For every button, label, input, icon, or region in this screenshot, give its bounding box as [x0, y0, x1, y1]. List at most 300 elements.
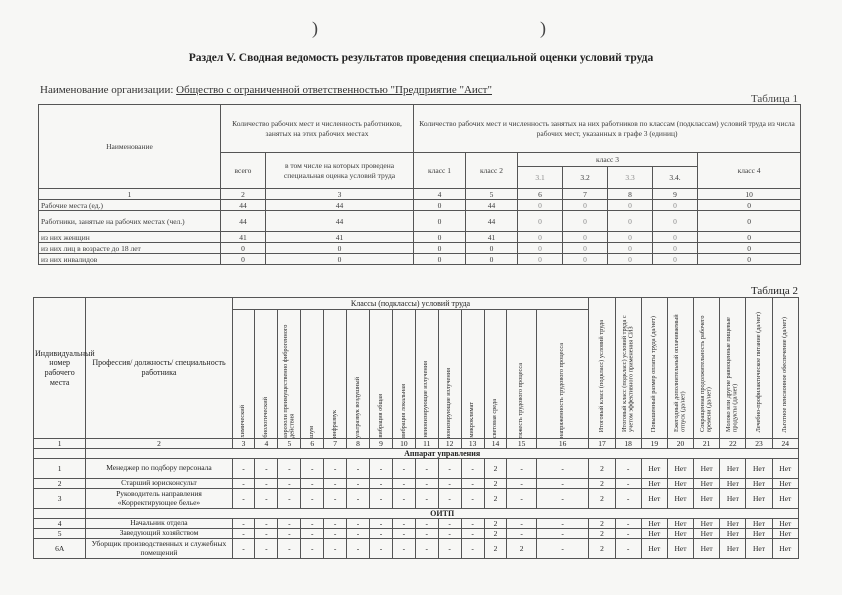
- t1-colnum: 6: [518, 189, 563, 200]
- t2-section-spacer: [34, 509, 86, 519]
- t1-cell: 0: [608, 243, 653, 254]
- t2-colnum: 3: [232, 439, 255, 449]
- t1-cell: 0: [221, 243, 266, 254]
- t2-cell: 2: [589, 459, 615, 479]
- t2-cell: 2: [484, 539, 507, 559]
- t2-header-summary-label: Итоговый класс (подкласс) условий труда с учетом эффективного применения СИЗ: [620, 315, 635, 432]
- t2-cell: 2: [589, 539, 615, 559]
- t2-cell: -: [370, 519, 393, 529]
- t2-cell: Нет: [641, 529, 667, 539]
- t2-colnum: 10: [392, 439, 415, 449]
- t2-cell: Нет: [772, 539, 798, 559]
- t2-colnum: 4: [255, 439, 278, 449]
- t2-colnum: 8: [347, 439, 370, 449]
- t2-cell: -: [370, 479, 393, 489]
- t2-cell: -: [438, 539, 461, 559]
- t2-cell: Нет: [667, 479, 693, 489]
- t1-cell: 44: [466, 200, 518, 211]
- t1-cell: 0: [518, 243, 563, 254]
- t2-cell: -: [324, 459, 347, 479]
- t2-cell: -: [255, 529, 278, 539]
- t2-row: [34, 519, 799, 529]
- t2-cell: -: [347, 539, 370, 559]
- t1-header-name: Наименование: [39, 105, 221, 189]
- t2-row: [34, 539, 799, 559]
- t2-cell: 2: [484, 529, 507, 539]
- t2-cell: -: [461, 529, 484, 539]
- t1-row-label: Рабочие места (ед.): [39, 200, 221, 211]
- t1-cell: 0: [608, 232, 653, 243]
- t2-section-label: Аппарат управления: [86, 449, 799, 459]
- t2-header-factor-wrap: [440, 310, 460, 438]
- t2-header-factor-label: ионизирующие излучения: [445, 367, 453, 438]
- t2-cell: -: [324, 519, 347, 529]
- t2-cell: -: [347, 479, 370, 489]
- t2-cell-profession: Заведующий хозяйством: [86, 529, 232, 539]
- t1-cell: 41: [466, 232, 518, 243]
- t1-row-label: Работники, занятые на рабочих местах (чел.): [39, 211, 221, 232]
- t2-cell: Нет: [694, 489, 720, 509]
- workplaces-table: [33, 297, 799, 559]
- t2-colnum: 12: [438, 439, 461, 449]
- t1-cell: 0: [414, 211, 466, 232]
- t2-header-factor-4: [324, 310, 347, 439]
- t2-cell: -: [301, 519, 324, 529]
- t2-cell: 2: [589, 479, 615, 489]
- t1-header-class2: класс 2: [466, 153, 518, 189]
- t1-header-class3: класс 3: [518, 153, 698, 167]
- t2-header-summary-4: [694, 298, 720, 439]
- t2-cell: Нет: [641, 519, 667, 529]
- t2-cell: -: [278, 479, 301, 489]
- t1-cell: 0: [266, 243, 414, 254]
- t1-cell: 44: [221, 200, 266, 211]
- t2-row: [34, 479, 799, 489]
- t1-cell: 0: [518, 200, 563, 211]
- t2-colnum: 6: [301, 439, 324, 449]
- t1-cell: 0: [563, 232, 608, 243]
- t2-colnum: 23: [746, 439, 772, 449]
- t2-cell: -: [324, 529, 347, 539]
- t2-header-id: Индивидуальный номер рабочего места: [34, 298, 86, 439]
- t2-cell: -: [370, 529, 393, 539]
- t2-cell: -: [438, 459, 461, 479]
- t2-header-factor-wrap: [538, 310, 588, 438]
- t1-cell: 0: [266, 254, 414, 265]
- t2-header-factor-11: [484, 310, 507, 439]
- t2-cell: -: [370, 459, 393, 479]
- t2-cell: -: [392, 459, 415, 479]
- t2-cell: -: [392, 519, 415, 529]
- t2-cell: -: [324, 539, 347, 559]
- t1-cell: 44: [466, 211, 518, 232]
- t2-cell: Нет: [772, 479, 798, 489]
- t2-cell: -: [536, 539, 589, 559]
- t2-cell: -: [255, 539, 278, 559]
- t1-cell: 0: [563, 200, 608, 211]
- t1-cell: 0: [414, 232, 466, 243]
- t2-cell: -: [324, 479, 347, 489]
- t2-cell: Нет: [667, 529, 693, 539]
- t2-cell: Нет: [772, 529, 798, 539]
- t2-cell: -: [507, 529, 536, 539]
- t1-cell: 0: [518, 254, 563, 265]
- t2-cell: Нет: [746, 519, 772, 529]
- t2-colnum: 7: [324, 439, 347, 449]
- t2-cell: -: [255, 459, 278, 479]
- t2-header-profession: Профессия/ должность/ специальность работника: [86, 298, 232, 439]
- t1-cell: 0: [466, 243, 518, 254]
- t2-cell: 2: [484, 459, 507, 479]
- t2-header-summary-label: Лечебно-профилактическое питание (да/нет): [754, 311, 762, 432]
- t2-header-factor-8: [415, 310, 438, 439]
- t2-header-factor-9: [438, 310, 461, 439]
- t2-cell: -: [255, 519, 278, 529]
- t2-cell: -: [461, 539, 484, 559]
- t1-cell: 0: [698, 243, 801, 254]
- t2-cell: -: [301, 489, 324, 509]
- t2-cell: Нет: [720, 459, 746, 479]
- t1-colnum: 2: [221, 189, 266, 200]
- t2-header-factor-label: ультразвук воздушный: [353, 376, 361, 438]
- t1-cell: 41: [221, 232, 266, 243]
- t2-cell: -: [347, 459, 370, 479]
- t2-header-summary-1: [615, 298, 641, 439]
- t2-cell: -: [507, 519, 536, 529]
- t2-colnum: 1: [34, 439, 86, 449]
- t1-header-sub-3-1: 3.1: [518, 167, 563, 189]
- t2-cell: -: [415, 489, 438, 509]
- t2-cell: -: [438, 479, 461, 489]
- t2-header-factor-wrap: [348, 310, 368, 438]
- t2-cell: -: [347, 529, 370, 539]
- t2-header-summary-label: Сокращенная продолжительность рабочего времени (да/нет): [699, 315, 713, 432]
- t2-header-classes-group: Классы (подклассы) условий труда: [232, 298, 589, 310]
- t2-cell: -: [536, 479, 589, 489]
- t1-colnum: 8: [608, 189, 653, 200]
- t1-row-label: из них лиц в возрасте до 18 лет: [39, 243, 221, 254]
- t2-header-factor-13: [536, 310, 589, 439]
- t2-cell: Нет: [667, 489, 693, 509]
- t2-cell: -: [461, 519, 484, 529]
- page-title: Раздел V. Сводная ведомость результатов проведения специальной оценки условий труда: [188, 52, 654, 64]
- t2-header-summary-7: [772, 298, 798, 439]
- t2-header-summary-0: [589, 298, 615, 439]
- t2-header-factor-wrap: [302, 310, 322, 438]
- t1-cell: 41: [266, 232, 414, 243]
- t2-header-summary-label: Повышенный размер оплаты труда (да/нет): [650, 315, 658, 432]
- t2-cell: -: [461, 479, 484, 489]
- t2-cell: -: [415, 479, 438, 489]
- t2-header-factor-wrap: [279, 310, 299, 438]
- t1-row: [39, 254, 801, 265]
- t2-cell-id: 1: [34, 459, 86, 479]
- t1-colnum: 4: [414, 189, 466, 200]
- t2-cell: Нет: [667, 539, 693, 559]
- t2-colnum: 11: [415, 439, 438, 449]
- t2-cell: -: [255, 479, 278, 489]
- t1-header-count-group: Количество рабочих мест и численность работников, занятых на этих рабочих местах: [221, 105, 414, 153]
- t1-cell: 0: [414, 200, 466, 211]
- t2-cell: Нет: [720, 529, 746, 539]
- t1-header-sub-3-2: 3.2: [563, 167, 608, 189]
- t2-cell: Нет: [720, 519, 746, 529]
- t2-header-factor-wrap: [394, 310, 414, 438]
- t2-cell: -: [278, 459, 301, 479]
- t2-cell-profession: Уборщик производственных и служебных помещений: [86, 539, 232, 559]
- t2-cell: Нет: [694, 459, 720, 479]
- t2-header-factor-label: химический: [239, 405, 247, 438]
- t2-cell: -: [536, 519, 589, 529]
- t2-cell: Нет: [694, 519, 720, 529]
- organization-label: Наименование организации:: [40, 84, 177, 96]
- table2-caption: Таблица 2: [750, 285, 798, 297]
- t2-cell: -: [347, 489, 370, 509]
- t2-cell: -: [536, 459, 589, 479]
- t2-cell: -: [370, 539, 393, 559]
- t2-cell: -: [255, 489, 278, 509]
- t2-cell: -: [507, 489, 536, 509]
- t2-cell: -: [615, 489, 641, 509]
- t2-cell-id: 6А: [34, 539, 86, 559]
- t2-header-factor-wrap: [325, 310, 345, 438]
- t2-header-factor-label: напряженность трудового процесса: [558, 342, 566, 438]
- t2-header-factor-label: биологический: [262, 397, 270, 438]
- organization-line: [40, 84, 492, 96]
- t2-colnum: 14: [484, 439, 507, 449]
- t1-header-sub-3-4: 3.4.: [653, 167, 698, 189]
- t1-colnum: 9: [653, 189, 698, 200]
- t1-cell: 0: [698, 200, 801, 211]
- t2-header-factor-label: вибрация локальная: [399, 384, 407, 438]
- t1-header-class4: класс 4: [698, 153, 801, 189]
- t2-header-factor-wrap: [508, 310, 534, 438]
- t2-cell: Нет: [694, 539, 720, 559]
- t2-cell-id: 4: [34, 519, 86, 529]
- t1-cell: 44: [266, 211, 414, 232]
- t1-row: [39, 243, 801, 254]
- t2-cell: -: [278, 519, 301, 529]
- t2-header-factor-3: [301, 310, 324, 439]
- t2-cell: -: [301, 479, 324, 489]
- t2-header-factor-6: [370, 310, 393, 439]
- t2-header-summary-label: Льготное пенсионное обеспечение (да/нет): [781, 316, 788, 432]
- t2-cell: -: [392, 539, 415, 559]
- t1-header-classes-group: Количество рабочих мест и численность занятых на них работников по классам (подклассам) условий труда из числа рабочих мест, указанных в графе 3 (единиц): [414, 105, 801, 153]
- table1-caption: Таблица 1: [750, 93, 798, 105]
- t2-colnum: 21: [694, 439, 720, 449]
- t2-row: [34, 459, 799, 479]
- t2-cell: 2: [484, 479, 507, 489]
- t2-cell-profession: Старший юрисконсульт: [86, 479, 232, 489]
- t2-cell: -: [370, 489, 393, 509]
- t2-colnum: 20: [667, 439, 693, 449]
- t2-cell: Нет: [694, 529, 720, 539]
- t2-cell: -: [278, 529, 301, 539]
- t2-cell: Нет: [746, 459, 772, 479]
- t2-header-factor-label: микроклимат: [468, 402, 476, 438]
- t1-cell: 0: [518, 211, 563, 232]
- t2-cell: -: [438, 489, 461, 509]
- t1-cell: 0: [698, 254, 801, 265]
- t2-row: [34, 529, 799, 539]
- t2-cell: -: [392, 489, 415, 509]
- t2-header-factor-label: шум: [307, 426, 315, 438]
- t2-colnum: 5: [278, 439, 301, 449]
- t2-header-summary-5: [720, 298, 746, 439]
- t2-cell: -: [507, 459, 536, 479]
- t1-cell: 0: [466, 254, 518, 265]
- t1-colnum: 3: [266, 189, 414, 200]
- t2-cell: -: [438, 529, 461, 539]
- t2-header-factor-wrap: [256, 310, 276, 438]
- t1-cell: 0: [653, 200, 698, 211]
- t2-header-summary-3: [667, 298, 693, 439]
- t2-row: [34, 489, 799, 509]
- t2-cell: Нет: [746, 489, 772, 509]
- t2-cell: Нет: [694, 479, 720, 489]
- t2-section-spacer: [34, 449, 86, 459]
- t2-header-factor-12: [507, 310, 536, 439]
- t2-cell: -: [536, 529, 589, 539]
- t2-header-factor-label: вибрация общая: [376, 394, 384, 438]
- t2-cell-profession: Начальник отдела: [86, 519, 232, 529]
- organization-name: Общество с ограниченной ответственностью "Предприятие "Аист": [176, 84, 492, 96]
- t1-colnum: 1: [39, 189, 221, 200]
- t1-cell: 0: [653, 254, 698, 265]
- t2-cell: -: [232, 489, 255, 509]
- t2-cell: -: [301, 459, 324, 479]
- t1-cell: 0: [608, 211, 653, 232]
- t2-cell: Нет: [641, 479, 667, 489]
- t2-cell: Нет: [641, 459, 667, 479]
- t2-cell: -: [461, 489, 484, 509]
- t2-colnum: 18: [615, 439, 641, 449]
- t1-row: [39, 200, 801, 211]
- t2-cell: Нет: [772, 459, 798, 479]
- t2-cell: -: [615, 519, 641, 529]
- t2-header-factor-2: [278, 310, 301, 439]
- t2-header-factor-10: [461, 310, 484, 439]
- t2-cell: 2: [484, 489, 507, 509]
- t2-header-factor-wrap: [417, 310, 437, 438]
- t2-section-row: [34, 509, 799, 519]
- t2-cell: -: [301, 529, 324, 539]
- t1-cell: 44: [221, 211, 266, 232]
- t2-cell: -: [438, 519, 461, 529]
- t2-section-label: ОИТП: [86, 509, 799, 519]
- t2-cell: -: [232, 479, 255, 489]
- t2-header-factor-wrap: [371, 310, 391, 438]
- t1-cell: 0: [698, 232, 801, 243]
- t2-cell: Нет: [772, 519, 798, 529]
- t1-header-sub-3-3: 3.3: [608, 167, 653, 189]
- t2-colnum: 22: [720, 439, 746, 449]
- t2-cell: -: [507, 479, 536, 489]
- t2-cell: -: [347, 519, 370, 529]
- t2-header-factor-label: неионизирующие излучения: [422, 361, 430, 438]
- t2-colnum: 13: [461, 439, 484, 449]
- t2-cell: 2: [484, 519, 507, 529]
- t2-header-summary-label: Молоко или другие равноценные пищевые продукты (да/нет): [725, 317, 739, 432]
- t2-cell: -: [615, 539, 641, 559]
- t1-cell: 0: [221, 254, 266, 265]
- t2-cell: -: [232, 519, 255, 529]
- t1-cell: 0: [653, 232, 698, 243]
- t2-cell: Нет: [746, 479, 772, 489]
- t2-header-summary-label: Ежегодный дополнительный оплачиваемый отпуск (да/нет): [672, 314, 687, 432]
- t2-colnum: 16: [536, 439, 589, 449]
- t1-header-class1: класс 1: [414, 153, 466, 189]
- t2-cell: -: [301, 539, 324, 559]
- t2-cell: Нет: [641, 489, 667, 509]
- t1-cell: 0: [563, 243, 608, 254]
- t1-cell: 0: [608, 254, 653, 265]
- t2-colnum: 17: [589, 439, 615, 449]
- t2-cell: -: [415, 539, 438, 559]
- t2-cell: Нет: [641, 539, 667, 559]
- t2-cell: -: [415, 519, 438, 529]
- t1-row: [39, 232, 801, 243]
- t2-cell: -: [232, 459, 255, 479]
- t1-cell: 0: [414, 254, 466, 265]
- t2-cell: -: [415, 459, 438, 479]
- t2-cell-profession: Руководитель направления «Корректирующее белье»: [86, 489, 232, 509]
- summary-table: [38, 104, 801, 265]
- t2-header-factor-label: аэрозоли преимущественно фиброгенного действия: [281, 324, 296, 438]
- t2-header-factor-wrap: [463, 310, 483, 438]
- t2-cell: -: [392, 529, 415, 539]
- t2-header-factor-5: [347, 310, 370, 439]
- t2-cell: -: [278, 489, 301, 509]
- t1-row-label: из них инвалидов: [39, 254, 221, 265]
- t2-cell: -: [232, 529, 255, 539]
- t2-header-summary-2: [641, 298, 667, 439]
- t2-cell: -: [232, 539, 255, 559]
- t2-cell: -: [615, 459, 641, 479]
- t1-row: [39, 211, 801, 232]
- t2-cell: -: [461, 459, 484, 479]
- corner-mark-left: ): [312, 18, 318, 38]
- t2-section-row: [34, 449, 799, 459]
- t2-cell: -: [392, 479, 415, 489]
- t2-header-factor-0: [232, 310, 255, 439]
- t2-cell: Нет: [746, 529, 772, 539]
- t2-header-factor-wrap: [234, 310, 254, 438]
- t1-colnum: 7: [563, 189, 608, 200]
- t2-colnum: 9: [370, 439, 393, 449]
- t2-cell: Нет: [667, 519, 693, 529]
- t2-cell: Нет: [720, 489, 746, 509]
- t2-header-factor-wrap: [486, 310, 506, 438]
- t2-cell: -: [415, 529, 438, 539]
- t2-cell: 2: [589, 529, 615, 539]
- t2-cell: Нет: [667, 459, 693, 479]
- t2-cell: -: [536, 489, 589, 509]
- t2-header-factor-1: [255, 310, 278, 439]
- t1-cell: 0: [698, 211, 801, 232]
- t2-cell: -: [278, 539, 301, 559]
- t2-cell: -: [615, 529, 641, 539]
- t2-header-summary-label: Итоговый класс (подкласс) условий труда: [597, 319, 605, 432]
- t2-cell: Нет: [720, 539, 746, 559]
- t2-cell: Нет: [772, 489, 798, 509]
- t2-cell-id: 5: [34, 529, 86, 539]
- t1-cell: 0: [518, 232, 563, 243]
- t2-cell-id: 2: [34, 479, 86, 489]
- t2-cell: -: [615, 479, 641, 489]
- t2-header-factor-label: инфразвук: [330, 409, 338, 438]
